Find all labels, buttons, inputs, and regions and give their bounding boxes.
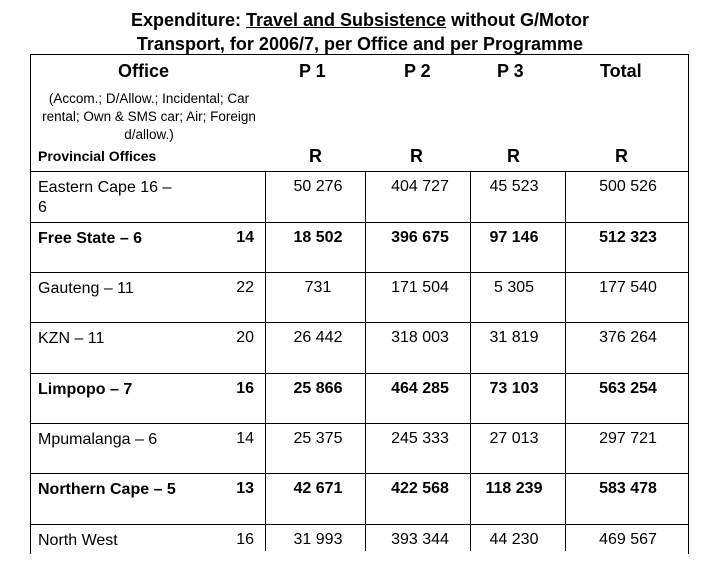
- staff-count: 14: [236, 229, 254, 246]
- p3-value: 5 305: [493, 279, 535, 296]
- total-value: 500 526: [599, 178, 657, 195]
- p2-value: 464 285: [391, 380, 449, 397]
- p3-value: 73 103: [489, 380, 539, 397]
- office-name: Mpumalanga – 6: [38, 431, 158, 448]
- p2-value: 318 003: [391, 329, 449, 346]
- staff-count: 20: [236, 329, 254, 346]
- staff-count: 22: [236, 279, 254, 296]
- header-provincial: Provincial Offices: [38, 148, 157, 164]
- total-value: 469 567: [599, 531, 657, 548]
- title-underlined: Travel and Subsistence: [245, 10, 447, 30]
- office-name: North West: [38, 532, 118, 549]
- p2-value: 422 568: [391, 480, 449, 497]
- table-row: [0, 474, 720, 524]
- table-row: [0, 525, 720, 575]
- p1-value: 25 375: [293, 430, 343, 447]
- p3-value: 97 146: [489, 229, 539, 246]
- header-p2: P 2: [404, 61, 431, 81]
- header-office: Office: [118, 61, 170, 81]
- staff-count: 16: [236, 380, 254, 397]
- table-row: [0, 172, 720, 222]
- p2-value: 404 727: [391, 178, 449, 195]
- p2-value: 393 344: [391, 531, 449, 548]
- total-value: 297 721: [599, 430, 657, 447]
- table-row: [0, 223, 720, 273]
- header-r-p3: R: [507, 146, 520, 166]
- p1-value: 18 502: [293, 229, 343, 246]
- office-name: Gauteng – 11: [38, 280, 134, 297]
- p3-value: 118 239: [485, 480, 543, 497]
- title-prefix: Expenditure:: [130, 10, 246, 30]
- p1-value: 731: [304, 279, 332, 296]
- staff-count: 16: [236, 531, 254, 548]
- table-row: [0, 374, 720, 424]
- office-name: Northern Cape – 5: [38, 481, 176, 498]
- total-value: 376 264: [599, 329, 657, 346]
- p1-value: 26 442: [293, 329, 343, 346]
- total-value: 177 540: [599, 279, 657, 296]
- header-r-total: R: [615, 146, 628, 166]
- p1-value: 50 276: [293, 178, 343, 195]
- header-r-p1: R: [309, 146, 322, 166]
- header-subtext: (Accom.; D/Allow.; Incidental; Car rental; Own & SMS car; Air; Foreign d/allow.): [42, 91, 256, 142]
- total-value: 583 478: [599, 480, 657, 497]
- header-p3: P 3: [497, 61, 524, 81]
- office-name: Eastern Cape 16 – 6: [38, 179, 172, 216]
- p1-value: 31 993: [293, 531, 343, 548]
- staff-count: 14: [236, 430, 254, 447]
- header-r-p2: R: [410, 146, 423, 166]
- table-row: [0, 323, 720, 373]
- total-value: 563 254: [599, 380, 657, 397]
- header-p1: P 1: [299, 61, 326, 81]
- office-name: Free State – 6: [38, 230, 143, 247]
- p3-value: 45 523: [489, 178, 539, 195]
- page-title-line-1: [0, 9, 720, 31]
- p3-value: 31 819: [489, 329, 539, 346]
- total-value: 512 323: [599, 229, 657, 246]
- p3-value: 44 230: [489, 531, 539, 548]
- p1-value: 42 671: [293, 480, 343, 497]
- staff-count: 13: [236, 480, 254, 497]
- p2-value: 396 675: [391, 229, 449, 246]
- table-row: [0, 424, 720, 474]
- header-total: Total: [600, 61, 642, 81]
- title-suffix: without G/Motor: [446, 10, 590, 30]
- page-title-line-2: Transport, for 2006/7, per Office and per Programme: [136, 34, 584, 54]
- office-name: KZN – 11: [38, 330, 105, 347]
- p2-value: 171 504: [391, 279, 449, 296]
- p2-value: 245 333: [391, 430, 449, 447]
- table-row: [0, 273, 720, 323]
- p1-value: 25 866: [293, 380, 343, 397]
- office-name: Limpopo – 7: [38, 381, 133, 398]
- p3-value: 27 013: [489, 430, 539, 447]
